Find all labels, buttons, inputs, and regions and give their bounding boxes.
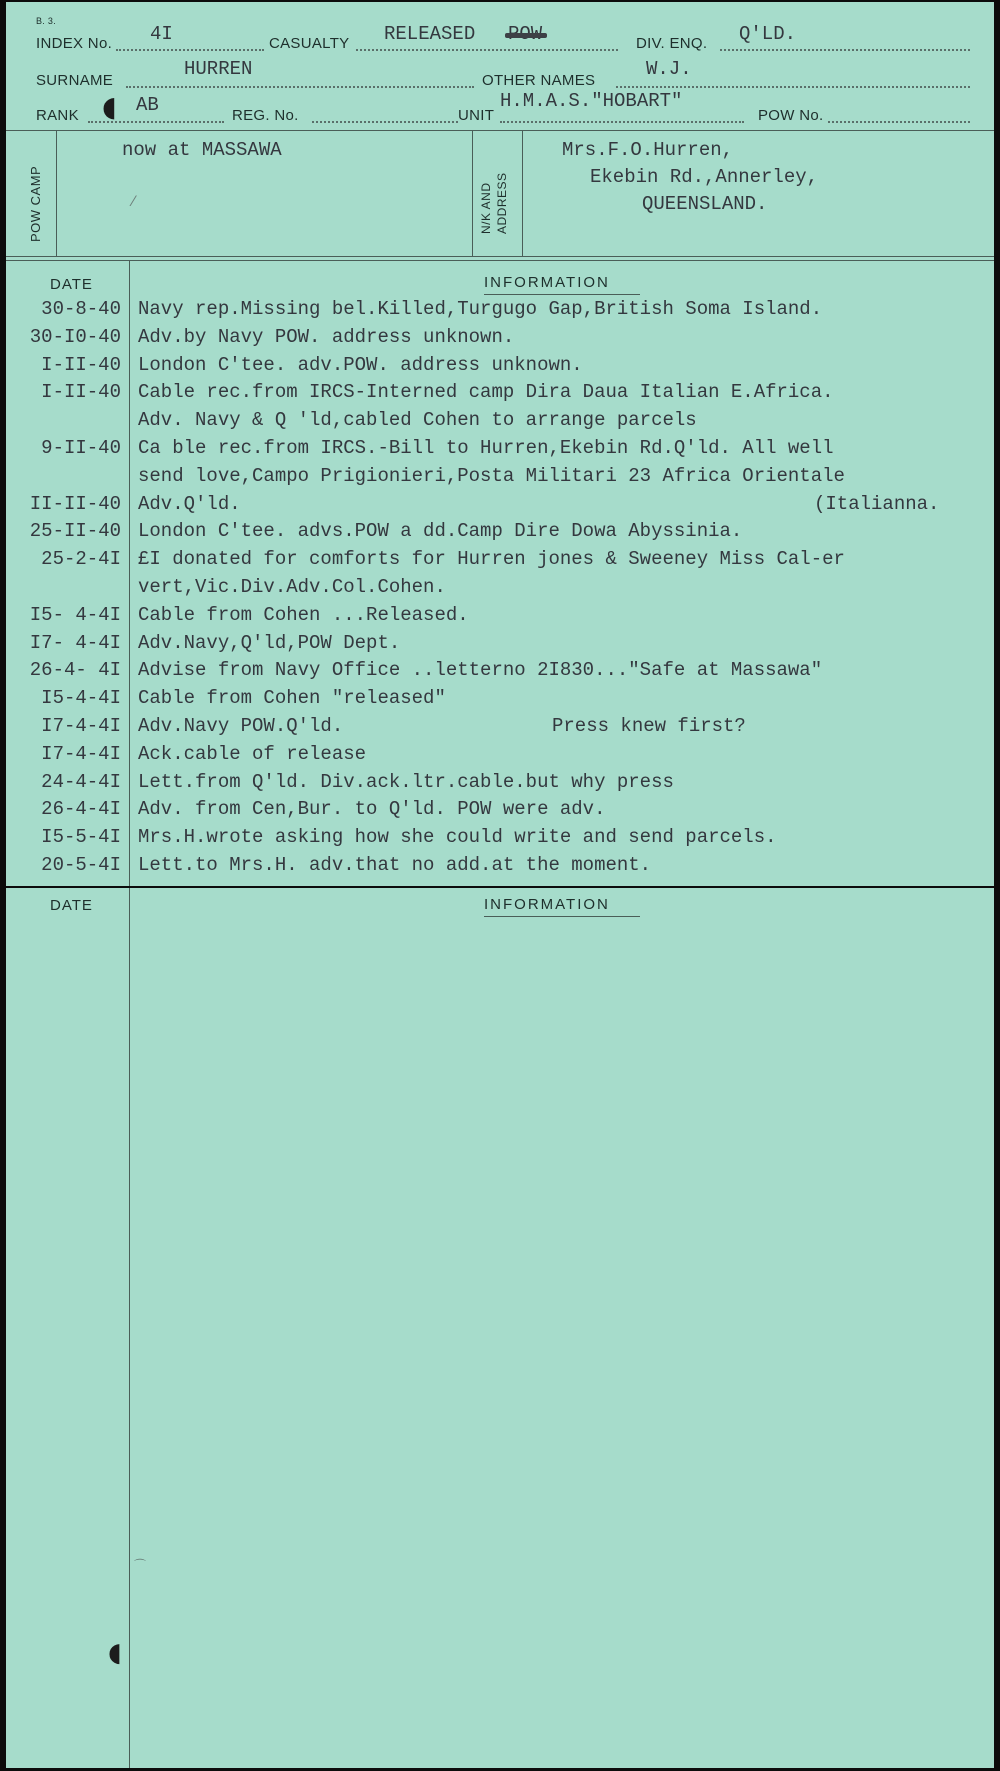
entry-text: Adv.Navy POW.Q'ld. — [138, 715, 344, 737]
surname-label: SURNAME — [36, 72, 114, 89]
pow-no-dotted-line — [828, 121, 970, 123]
clip-mark: ◖ — [108, 1638, 122, 1668]
casualty-value: RELEASED — [384, 23, 476, 45]
casualty-dotted-line — [356, 49, 618, 51]
entry-date: I7- 4-4I — [29, 631, 121, 654]
nk-label-line-2: ADDRESS — [495, 172, 509, 234]
entry-date: 25-2-4I — [41, 548, 121, 571]
entry-text: Advise from Navy Office ..letterno 2I830..."Safe at Massawa" — [138, 659, 823, 682]
log-entry-row — [6, 437, 994, 465]
back-date-column-header: DATE — [50, 897, 93, 914]
address-line-3: QUEENSLAND. — [642, 193, 768, 215]
entry-date: 26-4-4I — [41, 798, 121, 821]
entry-text: London C'tee. advs.POW a dd.Camp Dire Dowa Abyssinia. — [138, 520, 743, 543]
div-enq-value: Q'LD. — [739, 23, 797, 45]
entry-text: Cable from Cohen ...Released. — [138, 603, 469, 626]
entry-date: I7-4-4I — [41, 742, 121, 765]
div-enq-label: DIV. ENQ. — [636, 35, 708, 52]
camp-top-rule — [6, 130, 994, 131]
entry-date: II-II-40 — [29, 492, 121, 515]
entry-text: send love,Campo Prigionieri,Posta Militari 23 Africa Orientale — [138, 464, 845, 487]
log-entry-row — [6, 771, 994, 799]
entry-text: Ca ble rec.from IRCS.-Bill to Hurren,Ekebin Rd.Q'ld. All well — [138, 437, 834, 459]
other-names-label: OTHER NAMES — [482, 72, 596, 89]
entry-text: Lett.from Q'ld. Div.ack.ltr.cable.but why press — [138, 770, 674, 793]
address-label-divider — [522, 130, 523, 256]
other-names-dotted-line — [616, 86, 970, 88]
entry-date: 20-5-4I — [41, 854, 121, 876]
log-entry-row — [6, 659, 994, 687]
entry-date: I7-4-4I — [41, 715, 121, 737]
entry-date: 25-II-40 — [29, 520, 121, 543]
log-entry-row — [6, 381, 994, 409]
pencil-mark: ⁄ — [132, 194, 135, 210]
rank-value: AB — [136, 94, 159, 116]
index-card-front — [6, 2, 994, 886]
entry-text: £I donated for comforts for Hurren jones & Sweeney Miss Cal-er — [138, 548, 845, 571]
log-entry-row — [6, 604, 994, 632]
clip-mark: ◖ — [102, 90, 117, 123]
rank-dotted-line — [88, 121, 224, 123]
entry-text: Navy rep.Missing bel.Killed,Turgugo Gap,British Soma Island. — [138, 298, 823, 320]
log-entry-row — [6, 465, 994, 493]
pow-camp-value: now at MASSAWA — [122, 139, 282, 161]
camp-label-divider — [56, 130, 57, 256]
entry-text: Adv.Navy,Q'ld,POW Dept. — [138, 631, 401, 654]
nk-label-line-1: N/K AND — [479, 182, 493, 234]
index-dotted-line — [116, 49, 264, 51]
entry-margin-note: (Italianna. — [814, 492, 940, 515]
unit-dotted-line — [500, 121, 744, 123]
pow-no-label: POW No. — [758, 107, 824, 124]
entry-date: I-II-40 — [41, 353, 121, 376]
log-entry-row — [6, 326, 994, 354]
log-entry-row — [6, 548, 994, 576]
entry-text: Adv.by Navy POW. address unknown. — [138, 325, 515, 348]
information-column-header: INFORMATION — [484, 274, 610, 291]
back-information-underline — [484, 916, 640, 917]
entry-text: Lett.to Mrs.H. adv.that no add.at the moment. — [138, 854, 652, 876]
log-entry-row — [6, 743, 994, 771]
surname-value: HURREN — [184, 58, 253, 80]
entry-text: vert,Vic.Div.Adv.Col.Cohen. — [138, 576, 446, 598]
log-top-rule-inner — [6, 260, 994, 261]
log-entry-row — [6, 409, 994, 437]
form-code: B. 3. — [36, 16, 57, 26]
casualty-label: CASUALTY — [269, 35, 350, 52]
entry-date: 24-4-4I — [41, 770, 121, 793]
information-underline — [484, 294, 640, 295]
reg-no-label: REG. No. — [232, 107, 299, 124]
entry-date: 30-8-40 — [41, 298, 121, 320]
log-entry-row — [6, 520, 994, 548]
address-line-2: Ekebin Rd.,Annerley, — [590, 166, 819, 188]
entry-date: 9-II-40 — [41, 437, 121, 459]
unit-value: H.M.A.S."HOBART" — [500, 90, 683, 112]
entry-text: London C'tee. adv.POW. address unknown. — [138, 353, 583, 376]
log-top-rule — [6, 256, 994, 257]
log-entry-row — [6, 354, 994, 382]
entry-date: I5-5-4I — [41, 826, 121, 849]
entry-date: 30-I0-40 — [29, 325, 121, 348]
entry-text: Adv. Navy & Q 'ld,cabled Cohen to arrange parcels — [138, 409, 697, 432]
entry-text: Cable from Cohen "released" — [138, 687, 446, 710]
log-entry-row — [6, 493, 994, 521]
entry-date: I-II-40 — [41, 381, 121, 404]
log-entry-row — [6, 298, 994, 326]
entry-text: Adv.Q'ld. — [138, 492, 241, 515]
date-column-header: DATE — [50, 276, 93, 293]
entry-text: Adv. from Cen,Bur. to Q'ld. POW were adv. — [138, 798, 606, 821]
log-entry-row — [6, 826, 994, 854]
index-label: INDEX No. — [36, 35, 113, 52]
log-entry-row — [6, 854, 994, 882]
entry-date: 26-4- 4I — [29, 659, 121, 682]
entry-date: I5- 4-4I — [29, 603, 121, 626]
rank-label: RANK — [36, 107, 79, 124]
div-dotted-line — [720, 49, 970, 51]
log-entry-row — [6, 687, 994, 715]
address-left-divider — [472, 130, 473, 256]
log-entry-row — [6, 632, 994, 660]
entry-text: Ack.cable of release — [138, 742, 367, 765]
back-information-column-header: INFORMATION — [484, 896, 610, 913]
index-card-back — [6, 888, 994, 1768]
pow-camp-label: POW CAMP — [28, 165, 43, 242]
log-entry-row — [6, 715, 994, 743]
index-value: 4I — [150, 23, 173, 45]
strike-through-mark — [505, 33, 547, 38]
unit-label: UNIT — [458, 107, 495, 124]
entry-text: Mrs.H.wrote asking how she could write and send parcels. — [138, 826, 777, 849]
other-names-value: W.J. — [646, 58, 692, 80]
surname-dotted-line — [126, 86, 474, 88]
entry-date: I5-4-4I — [41, 687, 121, 710]
log-entry-row — [6, 798, 994, 826]
log-entry-row — [6, 576, 994, 604]
reg-no-dotted-line — [312, 121, 458, 123]
pencil-mark: ⌒ — [134, 1558, 147, 1572]
back-date-column-divider — [129, 888, 130, 1768]
address-line-1: Mrs.F.O.Hurren, — [562, 139, 734, 161]
entry-margin-note: Press knew first? — [552, 715, 746, 737]
entry-text: Cable rec.from IRCS-Interned camp Dira Daua Italian E.Africa. — [138, 381, 834, 404]
